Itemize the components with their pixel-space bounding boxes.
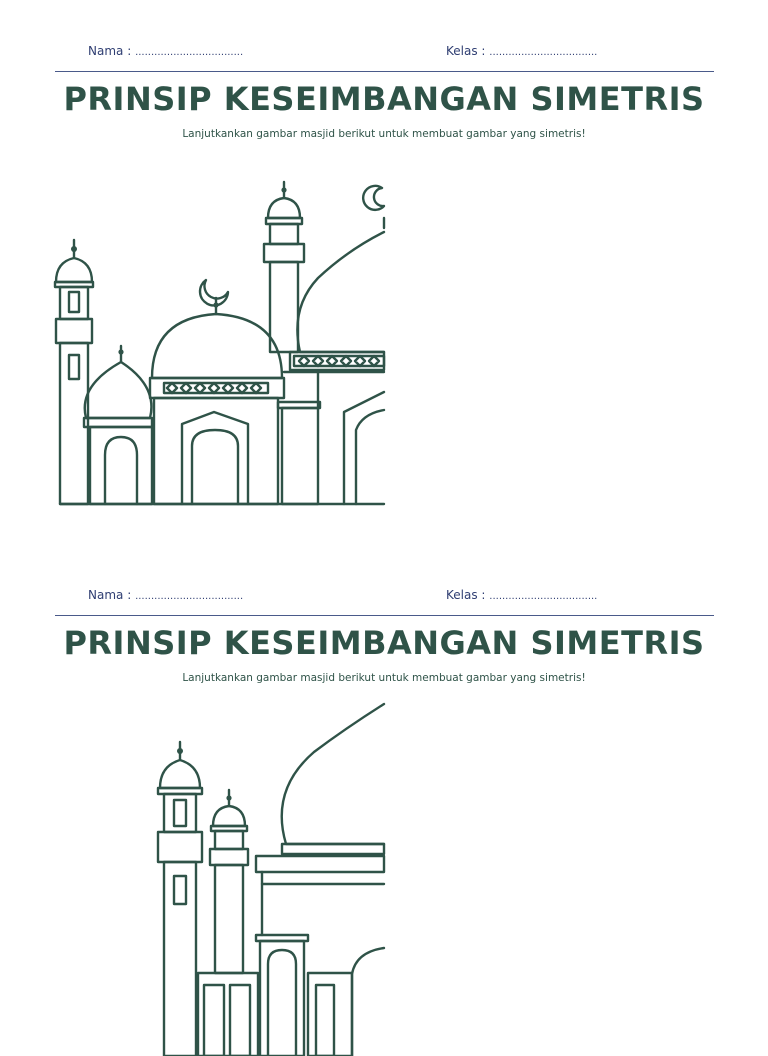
name-blank[interactable]: .................................. [135, 47, 244, 58]
main-dome [150, 280, 284, 504]
class-label: Kelas : [446, 588, 486, 602]
name-label: Nama : [88, 588, 132, 602]
great-dome-half [278, 186, 384, 504]
minaret-left [55, 240, 93, 504]
minaret-tall [158, 742, 202, 1056]
worksheet-1 [0, 0, 768, 512]
mosque-half-drawing [0, 0, 768, 512]
name-blank[interactable]: .................................. [135, 591, 244, 602]
great-dome-half [256, 704, 384, 935]
class-blank[interactable]: .................................. [489, 47, 598, 58]
dome-ornaments [164, 383, 268, 393]
lower-hall [198, 935, 384, 1056]
mosque-half-drawing [0, 544, 768, 1056]
worksheet-2 [0, 544, 768, 1056]
name-label: Nama : [88, 44, 132, 58]
worksheet-title: PRINSIP KESEIMBANGAN SIMETRIS [63, 624, 705, 662]
class-blank[interactable]: .................................. [489, 591, 598, 602]
worksheet-title: PRINSIP KESEIMBANGAN SIMETRIS [63, 80, 705, 118]
worksheet-instruction: Lanjutkankan gambar masjid berikut untuk membuat gambar yang simetris! [182, 672, 586, 684]
worksheet-instruction: Lanjutkankan gambar masjid berikut untuk membuat gambar yang simetris! [182, 128, 586, 140]
class-label: Kelas : [446, 44, 486, 58]
small-dome [84, 346, 152, 504]
minaret-small [210, 790, 248, 973]
